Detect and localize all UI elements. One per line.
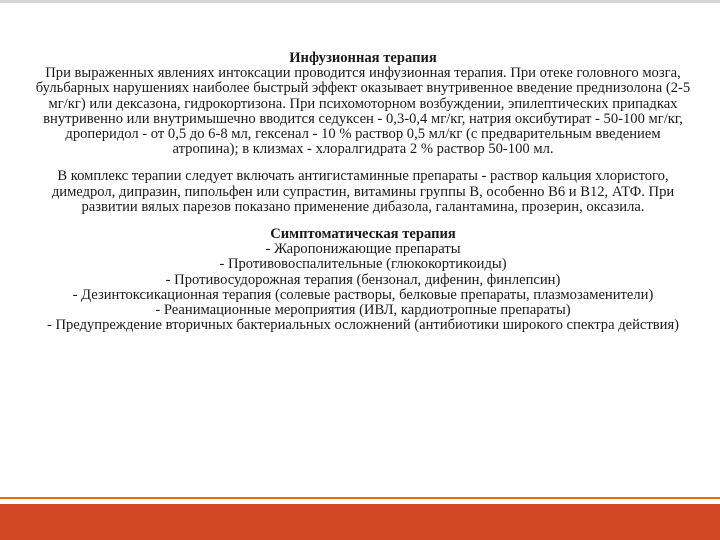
list-item: - Предупреждение вторичных бактериальных осложнений (антибиотики широкого спектра действия) bbox=[46, 317, 680, 334]
bottom-accent-line bbox=[0, 497, 720, 499]
infusion-therapy-heading: Инфузионная терапия bbox=[289, 50, 437, 66]
list-item: - Дезинтоксикационная терапия (солевые растворы, белковые препараты, плазмозаменители) bbox=[72, 286, 654, 303]
list-item: - Противовоспалительные (глюкокортикоиды) bbox=[219, 256, 507, 273]
list-item: - Жаропонижающие препараты bbox=[265, 241, 461, 258]
complex-therapy-paragraph: В комплекс терапии следует включать антигистаминные препараты - раствор кальция хлористого, димедрол, дипразин, пипольфен или супрастин, витамины группы В, особенно В6 и В12, АТФ. При развитии вялых парезов показано применение дибазола, галантамина, прозерин, оксазила. bbox=[51, 168, 675, 215]
symptomatic-therapy-heading: Симптоматическая терапия bbox=[270, 226, 456, 243]
list-item: - Реанимационные мероприятия (ИВЛ, кардиотропные препараты) bbox=[155, 302, 571, 319]
slide-top-border bbox=[0, 0, 720, 3]
infusion-therapy-paragraph: При выраженных явлениях интоксации проводится инфузионная терапия. При отеке головного мозга, бульбарных нарушениях наиболее быстрый эффект оказывает внутривенное введение преднизолона (2-5 мг/кг) или дексазона, гидрокортизона. При психомоторном возбуждении, эпилептических припадках внутривенно или внутримышечно вводится седуксен - 0,3-0,4 мг/кг, натрия оксибутират - 50-100 мг/кг, дроперидол - от 0,5 до 6-8 мл, гексенал - 10 % раствор 0,5 мл/кг (с предварительным введением атропина); в клизмах - хлоралгидрата 2 % раствор 50-100 мл. bbox=[35, 65, 691, 158]
symptomatic-therapy-list bbox=[34, 242, 692, 333]
slide-content bbox=[34, 51, 692, 333]
bottom-accent-bar bbox=[0, 504, 720, 540]
list-item: - Противосудорожная терапия (бензонал, дифенин, финлепсин) bbox=[165, 271, 561, 288]
